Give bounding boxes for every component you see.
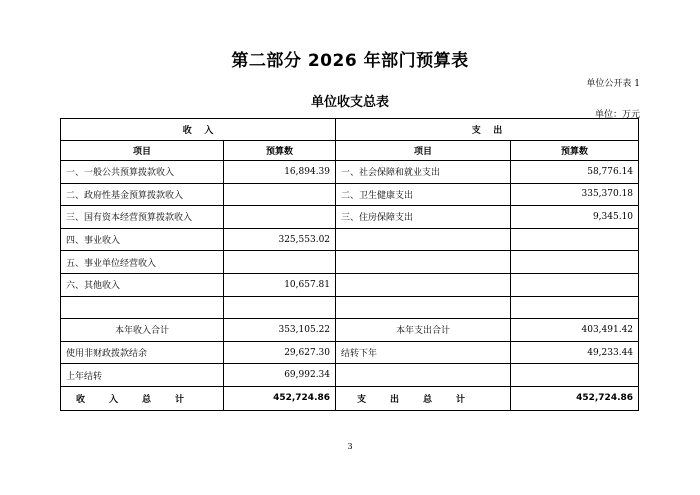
expense-item: 一、社会保障和就业支出 bbox=[336, 161, 511, 184]
expense-item: 结转下年 bbox=[336, 341, 511, 364]
expense-item: 三、住房保障支出 bbox=[336, 206, 511, 229]
income-item: 六、其他收入 bbox=[61, 273, 224, 296]
expense-total-amount: 452,724.86 bbox=[511, 386, 639, 410]
page-title: 第二部分 2026 年部门预算表 bbox=[231, 51, 469, 71]
expense-item-header: 项目 bbox=[336, 141, 511, 161]
income-amount bbox=[224, 251, 336, 274]
income-total-label: 收入总计 bbox=[61, 386, 224, 410]
expense-item: 二、卫生健康支出 bbox=[336, 183, 511, 206]
table-row bbox=[61, 251, 639, 274]
income-item: 五、事业单位经营收入 bbox=[61, 251, 224, 274]
income-item: 四、事业收入 bbox=[61, 228, 224, 251]
form-identifier: 单位公开表 1 bbox=[586, 79, 640, 89]
income-item: 上年结转 bbox=[61, 364, 224, 387]
income-amount bbox=[224, 296, 336, 319]
expense-amount: 58,776.14 bbox=[511, 161, 639, 184]
income-item: 三、国有资本经营预算拨款收入 bbox=[61, 206, 224, 229]
budget-summary-table bbox=[60, 118, 639, 411]
expense-item bbox=[336, 228, 511, 251]
page-number: 3 bbox=[347, 442, 353, 451]
expense-amount bbox=[511, 228, 639, 251]
table-title: 单位收支总表 bbox=[310, 95, 389, 110]
expense-item bbox=[336, 364, 511, 387]
expense-total-label: 支出总计 bbox=[336, 386, 511, 410]
expense-amount: 335,370.18 bbox=[511, 183, 639, 206]
table-row bbox=[61, 341, 639, 364]
income-item-header: 项目 bbox=[61, 141, 224, 161]
income-item bbox=[61, 296, 224, 319]
table-row bbox=[61, 228, 639, 251]
expense-item bbox=[336, 296, 511, 319]
income-amount: 16,894.39 bbox=[224, 161, 336, 184]
table-row bbox=[61, 206, 639, 229]
expense-section-header: 支 出 bbox=[336, 119, 639, 141]
table-row bbox=[61, 364, 639, 387]
income-section-header: 收 入 bbox=[61, 119, 336, 141]
income-amount bbox=[224, 206, 336, 229]
expense-subtotal-label: 本年支出合计 bbox=[336, 319, 511, 342]
income-item: 使用非财政拨款结余 bbox=[61, 341, 224, 364]
income-amount bbox=[224, 183, 336, 206]
expense-amount: 9,345.10 bbox=[511, 206, 639, 229]
grand-total-row bbox=[61, 386, 639, 410]
table-row bbox=[61, 161, 639, 184]
expense-amount bbox=[511, 273, 639, 296]
income-amount: 29,627.30 bbox=[224, 341, 336, 364]
expense-amount-header: 预算数 bbox=[511, 141, 639, 161]
income-item: 二、政府性基金预算拨款收入 bbox=[61, 183, 224, 206]
income-amount-header: 预算数 bbox=[224, 141, 336, 161]
table-row bbox=[61, 183, 639, 206]
table-row bbox=[61, 273, 639, 296]
unit-label: 单位：万元 bbox=[594, 110, 640, 120]
expense-amount: 49,233.44 bbox=[511, 341, 639, 364]
income-amount: 10,657.81 bbox=[224, 273, 336, 296]
expense-subtotal-amount: 403,491.42 bbox=[511, 319, 639, 342]
expense-item bbox=[336, 273, 511, 296]
column-header-row bbox=[61, 141, 639, 161]
income-amount: 69,992.34 bbox=[224, 364, 336, 387]
income-amount: 325,553.02 bbox=[224, 228, 336, 251]
income-total-amount: 452,724.86 bbox=[224, 386, 336, 410]
income-subtotal-amount: 353,105.22 bbox=[224, 319, 336, 342]
table-row bbox=[61, 296, 639, 319]
expense-item bbox=[336, 251, 511, 274]
subtotal-row bbox=[61, 319, 639, 342]
expense-amount bbox=[511, 296, 639, 319]
income-item: 一、一般公共预算拨款收入 bbox=[61, 161, 224, 184]
income-subtotal-label: 本年收入合计 bbox=[61, 319, 224, 342]
expense-amount bbox=[511, 364, 639, 387]
section-header-row bbox=[61, 119, 639, 141]
expense-amount bbox=[511, 251, 639, 274]
